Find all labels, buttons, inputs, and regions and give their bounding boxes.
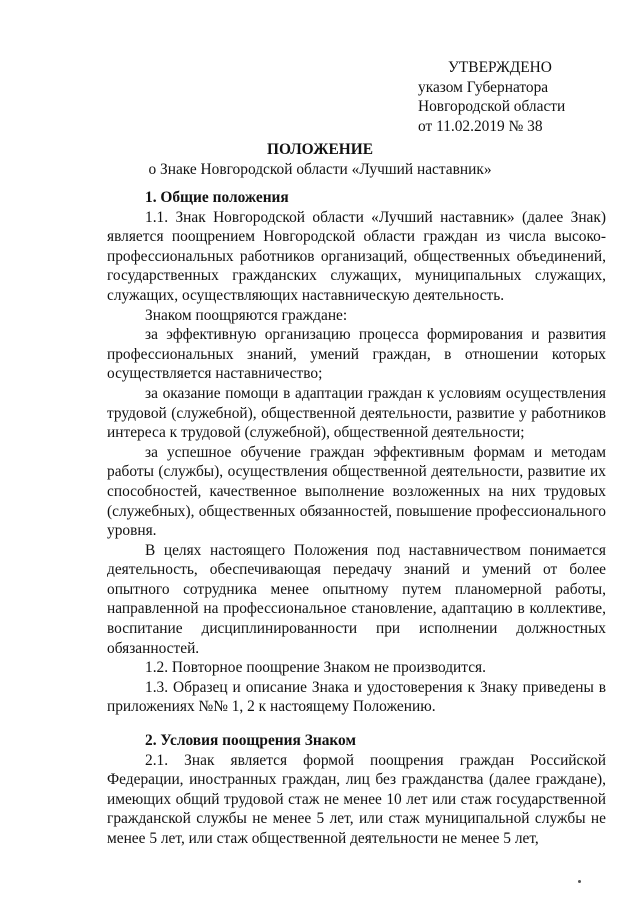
paragraph-1-3: 1.3. Образец и описание Знака и удостоверения к Знаку приведены в приложениях №№ 1, 2 к настоящему Положению.: [107, 678, 606, 716]
approval-label: УТВЕРЖДЕНО: [448, 59, 552, 76]
paragraph-mentoring-definition: В целях настоящего Положения под наставничеством понимается деятельность, обеспечивающая передачу знаний и умений от более опытного сотрудника менее опытному путем планомерной работы, направленной на профессиональное становление, адаптацию в коллективе, воспитание дисциплинированности при исполнении должностных обязанностей.: [107, 541, 606, 657]
approval-issuer: указом Губернатора: [418, 78, 549, 96]
paragraph-2-1: 2.1. Знак является формой поощрения граждан Российской Федерации, иностранных граждан, лиц без гражданства (далее граждане), имеющих общий трудовой стаж не менее 10 лет или стаж государственной гражданской службы не менее 5 лет, или стаж муниципальной службы не менее 5 лет, или стаж общественной деятельности не менее 5 лет,: [107, 751, 606, 847]
paragraph-1-1: 1.1. Знак Новгородской области «Лучший наставник» (далее Знак) является поощрением Новгородской области граждан из числа высоко-профессиональных работников организаций, общественных объединений, государственных гражданских служащих, муниципальных служащих, служащих, осуществляющих наставническую деятельность.: [107, 208, 606, 304]
approval-region: Новгородской области: [418, 98, 566, 116]
paragraph-criterion-2: за оказание помощи в адаптации граждан к условиям осуществления трудовой (служебной), общественной деятельности, развитие у работников интереса к трудовой (служебной), общественной деятельности;: [107, 384, 606, 442]
paragraph-criterion-3: за успешное обучение граждан эффективным формам и методам работы (службы), осуществления общественной деятельности, развитие их способностей, качественное выполнение возложенных на них трудовых (служебных), общественных обязанностей, повышение профессионального уровня.: [107, 443, 606, 540]
paragraph-criterion-1: за эффективную организацию процесса формирования и развития профессиональных знаний, умений граждан, в отношении которых осуществляется наставничество;: [107, 326, 606, 383]
approval-stamp: [418, 58, 565, 136]
section-2-heading: 2. Условия поощрения Знаком: [145, 732, 356, 750]
section-1-heading: 1. Общие положения: [145, 189, 289, 206]
document-title: ПОЛОЖЕНИЕ: [267, 141, 373, 158]
document-subtitle: о Знаке Новгородской области «Лучший наставник»: [148, 161, 492, 178]
approval-date-number: от 11.02.2019 № 38: [418, 117, 543, 135]
document-body: [107, 188, 606, 849]
page-dot: [578, 880, 581, 883]
paragraph-1-2: 1.2. Повторное поощрение Знаком не производится.: [145, 659, 486, 677]
paragraph-awarded-citizens: Знаком поощряются граждане:: [145, 306, 348, 324]
